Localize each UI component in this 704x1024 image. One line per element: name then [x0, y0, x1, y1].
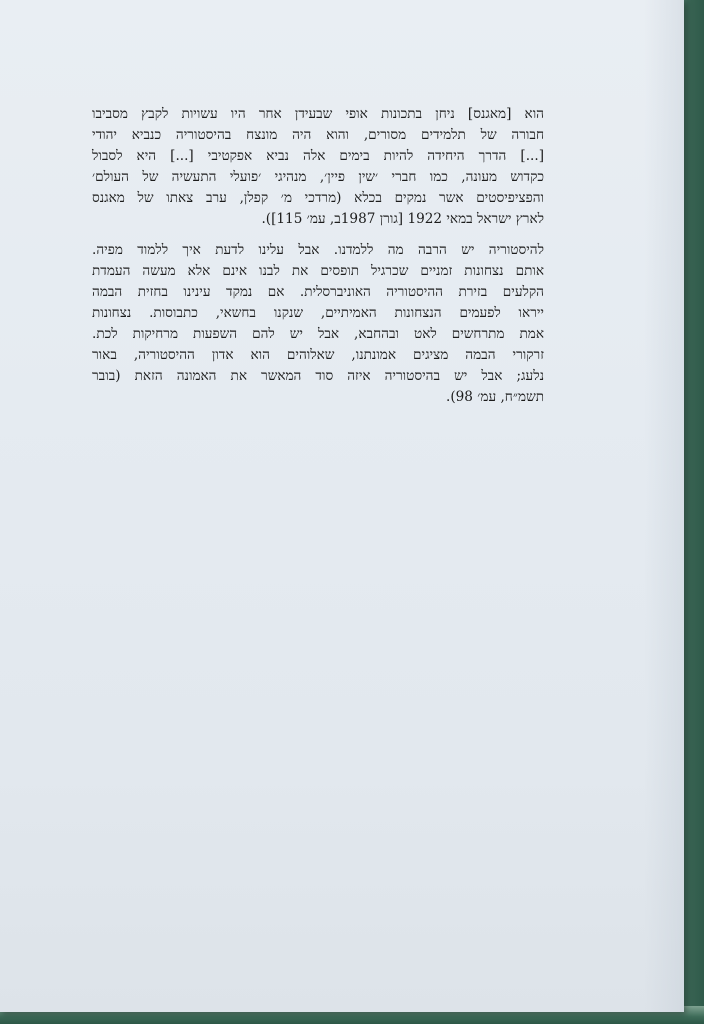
quote-line: והפציפיסטים אשר נמקים בכלא (מרדכי מ׳ קפלן, ערב צאתו של מאגנס [92, 190, 544, 206]
page-edge-shade [644, 0, 684, 1012]
quote-line: חבורה של תלמידים מסורים, והוא היה מונצח בהיסטוריה כנביא יהודי [92, 127, 544, 143]
paragraph-line: זרקורי הבמה מציגים אמונתנו, שאלוהים הוא אדון ההיסטוריה, באור [92, 347, 544, 363]
paragraph-line: אותם נצחונות זמניים שכרגיל תופסים את לבנו אינם אלא מעשה העמדת [92, 263, 544, 279]
paragraph-line: אמת מתרחשים לאט ובהחבא, אבל יש להם השפעות מרחיקות לכת. [92, 326, 544, 342]
quote-line: לארץ ישראל במאי 1922 [גורן 1987ב, עמ׳ 115]). [261, 211, 544, 227]
paragraph-line: להיסטוריה יש הרבה מה ללמדנו. אבל עלינו לדעת איך ללמוד מפיה. [92, 242, 544, 258]
block-quote [92, 104, 544, 230]
quote-line: כקדוש מעונה, כמו חברי ׳שין פיין׳, מנהיגי ׳פועלי התעשיה של העולם׳ [92, 169, 544, 185]
quote-line: [...] הדרך היחידה להיות בימים אלה נביא אפקטיבי [...] היא לסבול [92, 148, 544, 164]
paragraph-line: תשמ״ח, עמ׳ 98). [446, 389, 544, 405]
paragraph-line: נלעג; אבל יש בהיסטוריה איזה סוד המאשר את האמונה הזאת (בובר [92, 368, 544, 384]
body-paragraph [92, 240, 544, 408]
quote-line: הוא [מאגנס] ניחן בתכונות אופי שבעידן אחר היו עשויות לקבץ מסביבו [92, 106, 544, 122]
paragraph-line: ייראו לפעמים הנצחונות האמיתיים, שנקנו בחשאי, כתבוסות. נצחונות [92, 305, 544, 321]
paragraph-line: הקלעים בזירת ההיסטוריה האוניברסלית. אם נמקד עינינו בחזית הבמה [92, 284, 544, 300]
